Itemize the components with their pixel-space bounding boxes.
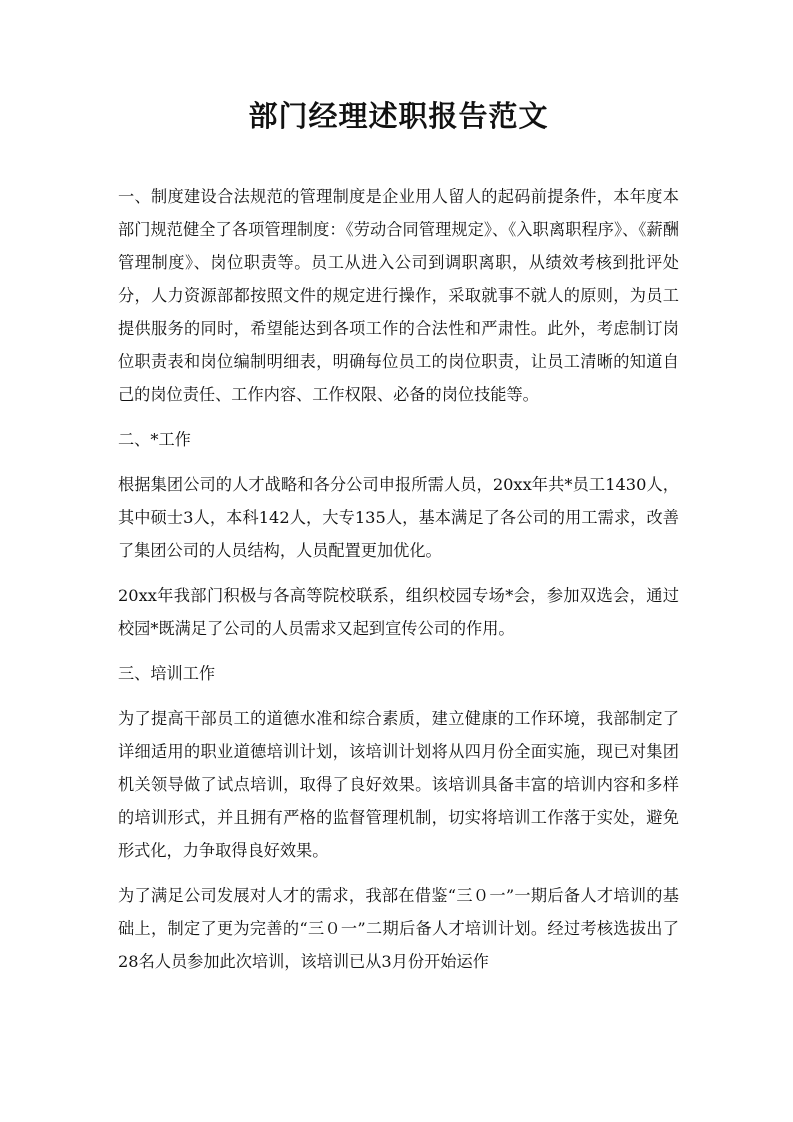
section-2-paragraph-2: 20xx年我部门积极与各高等院校联系，组织校园专场*会，参加双选会，通过校园*既满足了公司的人员需求又起到宣传公司的作用。 [118,586,679,638]
section-1-paragraph: 一、制度建设合法规范的管理制度是企业用人留人的起码前提条件，本年度本部门规范健全了各项管理制度：《劳动合同管理规定》、《入职离职程序》、《薪酬管理制度》、岗位职责等。员工从进入公司到调职离职，从绩效考核到批评处分，人力资源部都按照文件的规定进行操作，采取就事不就人的原则，为员工提供服务的同时，希望能达到各项工作的合法性和严肃性。此外，考虑制订岗位职责表和岗位编制明细表，明确每位员工的岗位职责，让员工清晰的知道自己的岗位责任、工作内容、工作权限、必备的岗位技能等。 [118,187,679,404]
section-3-heading: 三、培训工作 [118,664,216,683]
section-2-heading: 二、*工作 [118,430,191,449]
section-3-paragraph-1: 为了提高干部员工的道德水准和综合素质，建立健康的工作环境，我部制定了详细适用的职业道德培训计划，该培训计划将从四月份全面实施，现已对集团机关领导做了试点培训，取得了良好效果。该培训具备丰富的培训内容和多样的培训形式，并且拥有严格的监督管理机制，切实将培训工作落于实处，避免形式化，力争取得良好效果。 [118,709,679,860]
section-3-paragraph-2: 为了满足公司发展对人才的需求，我部在借鉴“三０一”一期后备人才培训的基础上，制定了更为完善的“三０一”二期后备人才培训计划。经过考核选拔出了28名人员参加此次培训，该培训已从3月份开始运作 [118,886,679,971]
document-title: 部门经理述职报告范文 [248,99,549,133]
section-2-paragraph-1: 根据集团公司的人才战略和各分公司申报所需人员，20xx年共*员工1430人，其中硕士3人，本科142人，大专135人，基本满足了各公司的用工需求，改善了集团公司的人员结构，人员配置更加优化。 [118,475,679,560]
